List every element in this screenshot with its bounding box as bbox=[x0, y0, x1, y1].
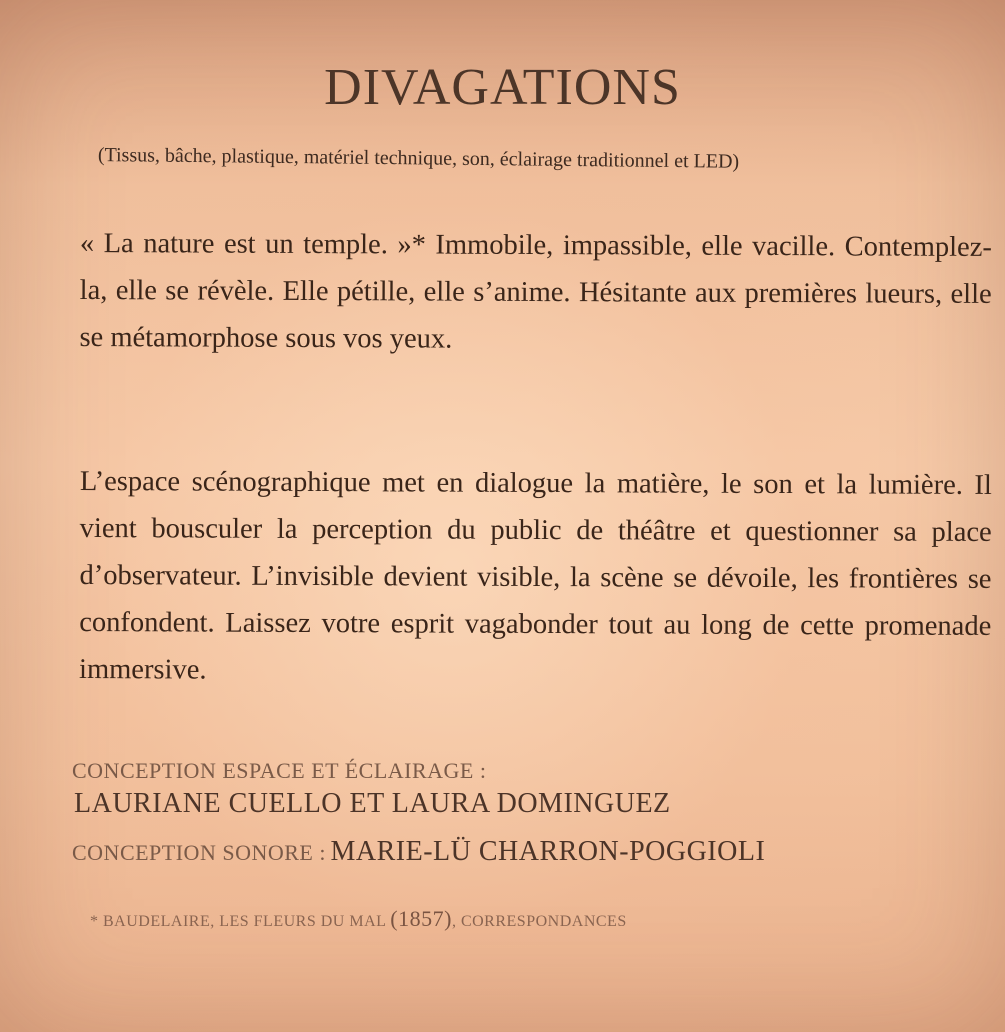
footnote-year: (1857) bbox=[390, 906, 452, 931]
footnote-prefix: * BAUDELAIRE, LES FLEURS DU MAL bbox=[90, 913, 391, 930]
materials-subtitle: (Tissus, bâche, plastique, matériel technique, son, éclairage traditionnel et LED) bbox=[97, 144, 740, 173]
footnote-suffix: , CORRESPONDANCES bbox=[451, 913, 627, 930]
description-paragraph-2: L’espace scénographique met en dialogue la matière, le son et la lumière. Il vient bousculer la perception du public de théâtre et questionner sa place d’observateur. L’invisible devient visible, la scène se dévoile, les frontières se confondent. Laissez votre esprit vagabonder tout au long de cette promenade immersive. bbox=[79, 465, 992, 686]
description-paragraph-1: « La nature est un temple. »* Immobile, impassible, elle vacille. Contemplez-la, elle se révèle. Elle pétille, elle s’anime. Hésitante aux premières lueurs, elle se métamorphose sous vos yeux. bbox=[79, 227, 992, 355]
space-lighting-credit-names: LAURIANE CUELLO ET LAURA DOMINGUEZ bbox=[74, 788, 671, 819]
panel-title: DIVAGATIONS bbox=[324, 59, 681, 116]
sound-credit bbox=[72, 836, 765, 868]
citation-footnote bbox=[90, 906, 627, 932]
sound-credit-label: CONCEPTION SONORE : bbox=[72, 840, 326, 865]
sound-credit-name: MARIE-LÜ CHARRON-POGGIOLI bbox=[330, 836, 766, 867]
space-lighting-credit-label: CONCEPTION ESPACE ET ÉCLAIRAGE : bbox=[72, 758, 487, 783]
